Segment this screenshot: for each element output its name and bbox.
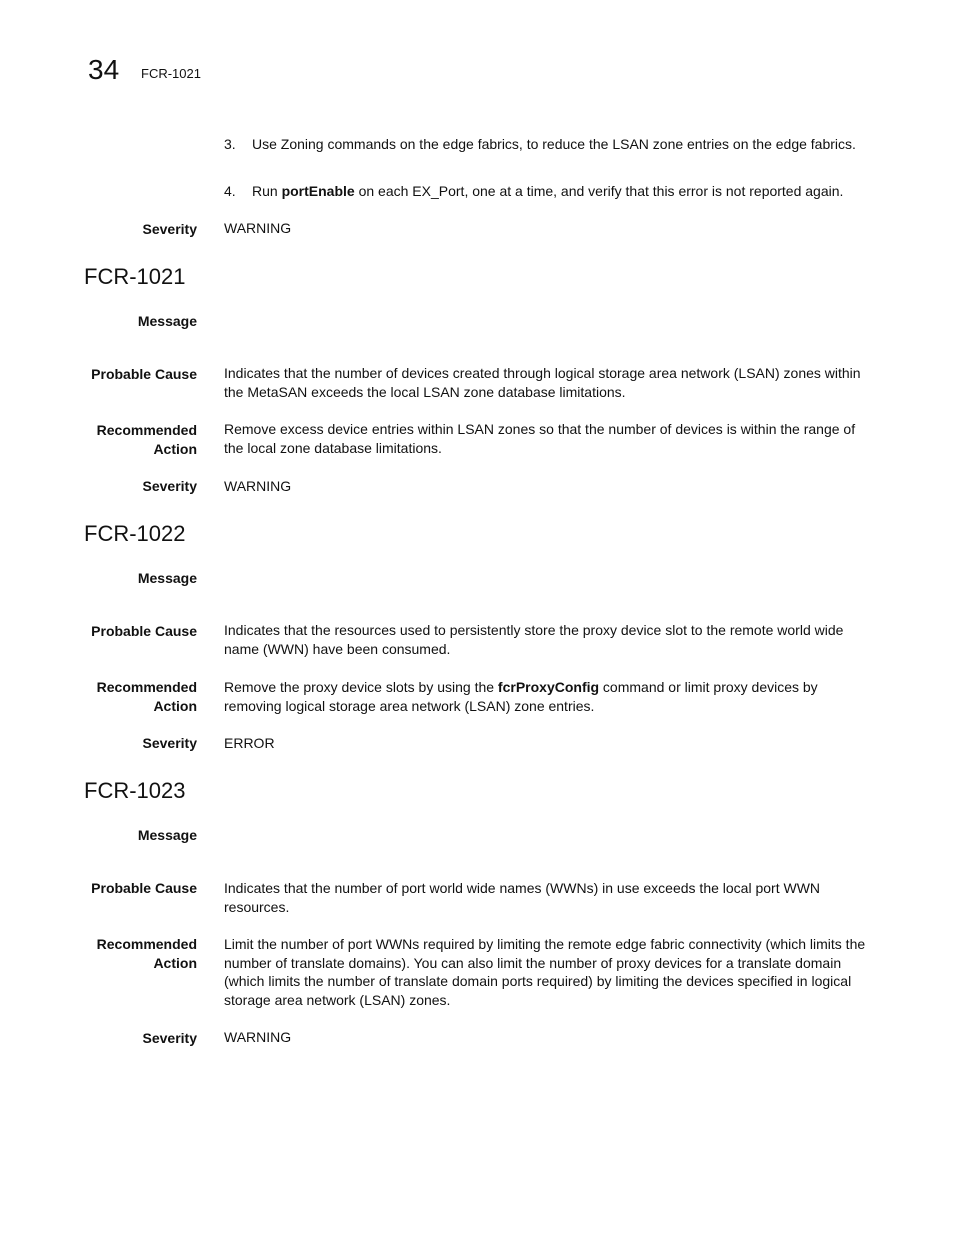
message-label: Message [137, 313, 197, 329]
label-line: Action [153, 697, 197, 714]
recommended-action-text: Remove excess device entries within LSAN zones so that the number of devices is within the range of the local zone database limitations. [224, 421, 856, 456]
section-title: FCR-1021 [84, 264, 186, 289]
step-text [252, 182, 877, 201]
severity-label: Severity [142, 478, 197, 494]
label-line: Recommended [96, 422, 197, 438]
label-line: Recommended [96, 679, 197, 695]
label-line: Action [153, 954, 197, 971]
step-text: Use Zoning commands on the edge fabrics, to reduce the LSAN zone entries on the edge fabrics. [252, 136, 856, 152]
recommended-action-text [224, 678, 874, 715]
severity-value: ERROR [224, 735, 275, 751]
probable-cause-label: Probable Cause [91, 623, 197, 639]
message-label: Message [137, 827, 197, 843]
step-number: 4. [224, 183, 236, 199]
section-title: FCR-1023 [84, 778, 186, 803]
message-label: Message [137, 570, 197, 586]
probable-cause-text: Indicates that the number of port world wide names (WWNs) in use exceeds the local port WWN resources. [224, 880, 821, 915]
severity-label: Severity [142, 221, 197, 237]
running-title: FCR-1021 [141, 66, 201, 81]
recommended-action-label [0, 935, 197, 972]
label-line: Action [153, 440, 197, 457]
action-text-pre: Remove the proxy device slots by using the [224, 679, 498, 695]
section-title: FCR-1022 [84, 521, 186, 546]
probable-cause-label: Probable Cause [91, 366, 197, 382]
probable-cause-label: Probable Cause [91, 880, 197, 896]
severity-value: WARNING [224, 1029, 292, 1045]
recommended-action-text: Limit the number of port WWNs required by limiting the remote edge fabric connectivity (which limits the number of translate domains). You can also limit the number of proxy devices for a translate domain (which limits the number of translate domain ports required) by limiting the devices specified in logical storage area network (LSAN) zones. [224, 936, 866, 1008]
label-line: Recommended [96, 936, 197, 952]
command-name: fcrProxyConfig [497, 679, 600, 695]
recommended-action-label [0, 678, 197, 715]
severity-value: WARNING [224, 478, 292, 494]
probable-cause-text: Indicates that the number of devices created through logical storage area network (LSAN) zones within the MetaSAN exceeds the local LSAN zone database limitations. [224, 365, 861, 400]
recommended-action-label [0, 421, 197, 458]
severity-value: WARNING [224, 220, 292, 236]
page-number: 34 [88, 54, 120, 85]
step-text-post: on each EX_Port, one at a time, and verify that this error is not reported again. [354, 183, 844, 199]
command-name: portEnable [281, 183, 355, 199]
severity-label: Severity [142, 735, 197, 751]
severity-label: Severity [142, 1030, 197, 1046]
step-text-pre: Run [252, 183, 282, 199]
action-text-post: command or limit proxy devices by removing logical storage area network (LSAN) zone entries. [224, 679, 818, 714]
step-number: 3. [224, 136, 236, 152]
probable-cause-text: Indicates that the resources used to persistently store the proxy device slot to the remote world wide name (WWN) have been consumed. [224, 622, 844, 657]
